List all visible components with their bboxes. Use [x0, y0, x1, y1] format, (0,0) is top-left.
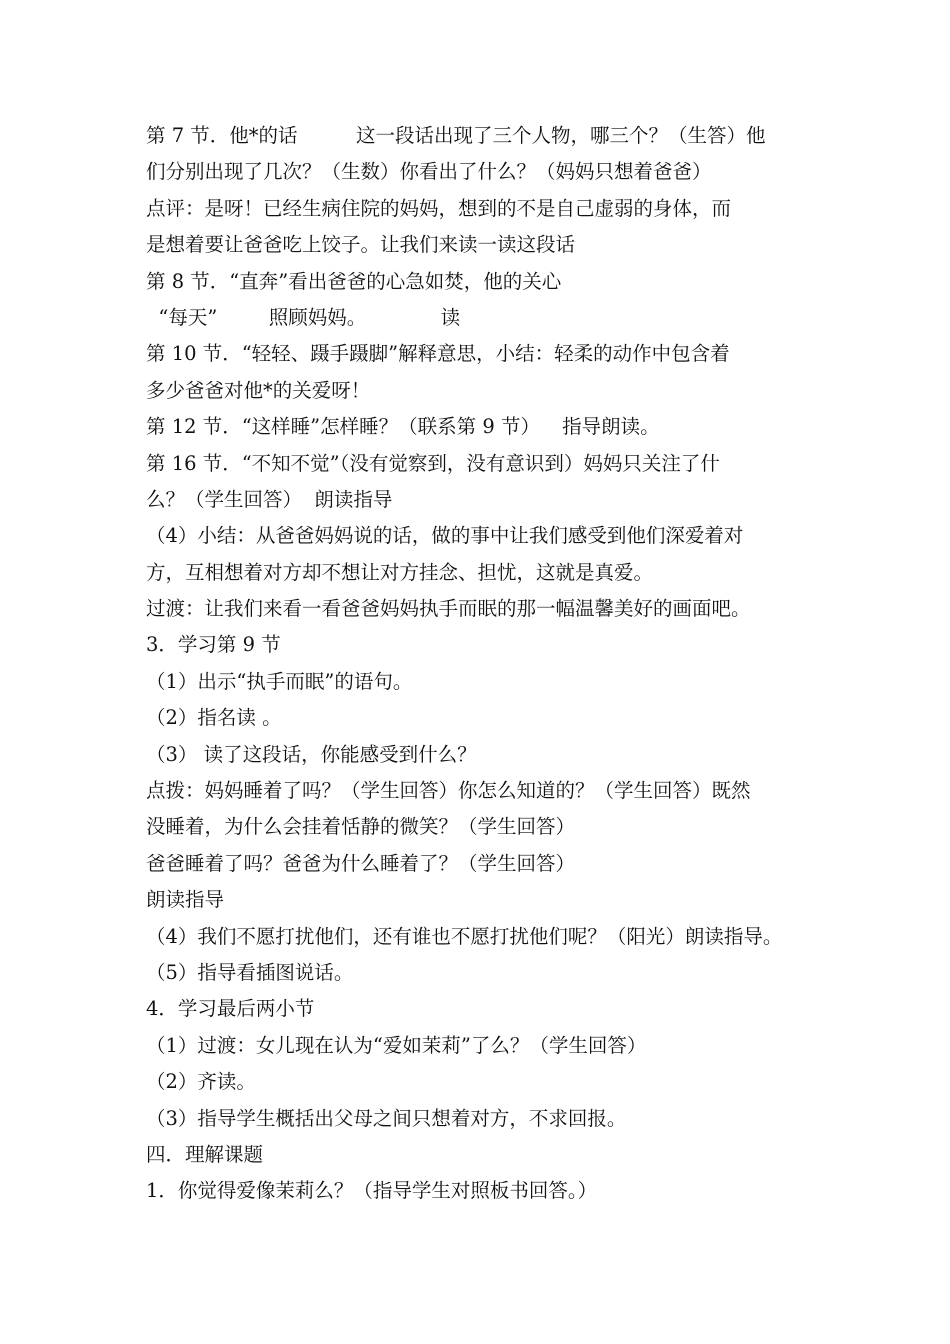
text-line: 第 12 节．“这样睡”怎样睡？（联系第 9 节） 指导朗读。	[146, 415, 660, 439]
text-line: （1）过渡：女儿现在认为“爱如茉莉”了么？（学生回答）	[146, 1033, 647, 1057]
text-line: 点评：是呀！已经生病住院的妈妈，想到的不是自己虚弱的身体，而	[146, 196, 732, 220]
text-line: 多少爸爸对他*的关爱呀！	[146, 378, 371, 402]
text-line: 方，互相想着对方却不想让对方挂念、担忧，这就是真爱。	[146, 560, 654, 584]
text-line: 第 7 节．他*的话 这一段话出现了三个人物，哪三个？（生答）他	[146, 124, 766, 147]
text-line: 点拨：妈妈睡着了吗？（学生回答）你怎么知道的？（学生回答）既然	[146, 779, 751, 803]
text-line: 第 8 节．“直奔”看出爸爸的心急如焚，他的关心	[146, 269, 562, 293]
text-line: （4）小结：从爸爸妈妈说的话，做的事中让我们感受到他们深爱着对	[146, 524, 744, 548]
text-line: 么？（学生回答） 朗读指导	[146, 487, 393, 511]
text-line: （1）出示“执手而眠”的语句。	[146, 669, 413, 693]
text-line: 第 10 节．“轻轻、蹑手蹑脚”解释意思，小结：轻柔的动作中包含着	[146, 342, 730, 366]
text-line: （4）我们不愿打扰他们，还有谁也不愿打扰他们呢？（阳光）朗读指导。	[146, 924, 783, 948]
text-line: （2）指名读 。	[146, 706, 282, 730]
text-line: 朗读指导	[146, 888, 225, 912]
text-line: 没睡着，为什么会挂着恬静的微笑？（学生回答）	[146, 815, 576, 839]
section-heading: 3．学习第 9 节	[146, 633, 281, 657]
text-line: （2）齐读。	[146, 1070, 256, 1094]
text-line: 爸爸睡着了吗？爸爸为什么睡着了？（学生回答）	[146, 851, 576, 875]
text-line: 是想着要让爸爸吃上饺子。让我们来读一读这段话	[146, 233, 576, 257]
text-line: （3） 读了这段话，你能感受到什么？	[146, 742, 477, 766]
text-line: 第 16 节．“不知不觉”（没有觉察到，没有意识到）妈妈只关注了什	[146, 451, 720, 475]
text-line: 1．你觉得爱像茉莉么？（指导学生对照板书回答。）	[146, 1179, 598, 1203]
text-line: 们分别出现了几次？（生数）你看出了什么？（妈妈只想着爸爸）	[146, 160, 712, 184]
text-line: 过渡：让我们来看一看爸爸妈妈执手而眠的那一幅温馨美好的画面吧。	[146, 597, 751, 621]
document-body	[146, 118, 826, 1210]
section-heading: 四．理解课题	[146, 1142, 264, 1166]
text-line: （3）指导学生概括出父母之间只想着对方，不求回报。	[146, 1106, 627, 1130]
section-heading: 4．学习最后两小节	[146, 997, 315, 1021]
text-line: “每天” 照顾妈妈。 读	[146, 305, 461, 329]
text-line: （5）指导看插图说话。	[146, 960, 354, 984]
